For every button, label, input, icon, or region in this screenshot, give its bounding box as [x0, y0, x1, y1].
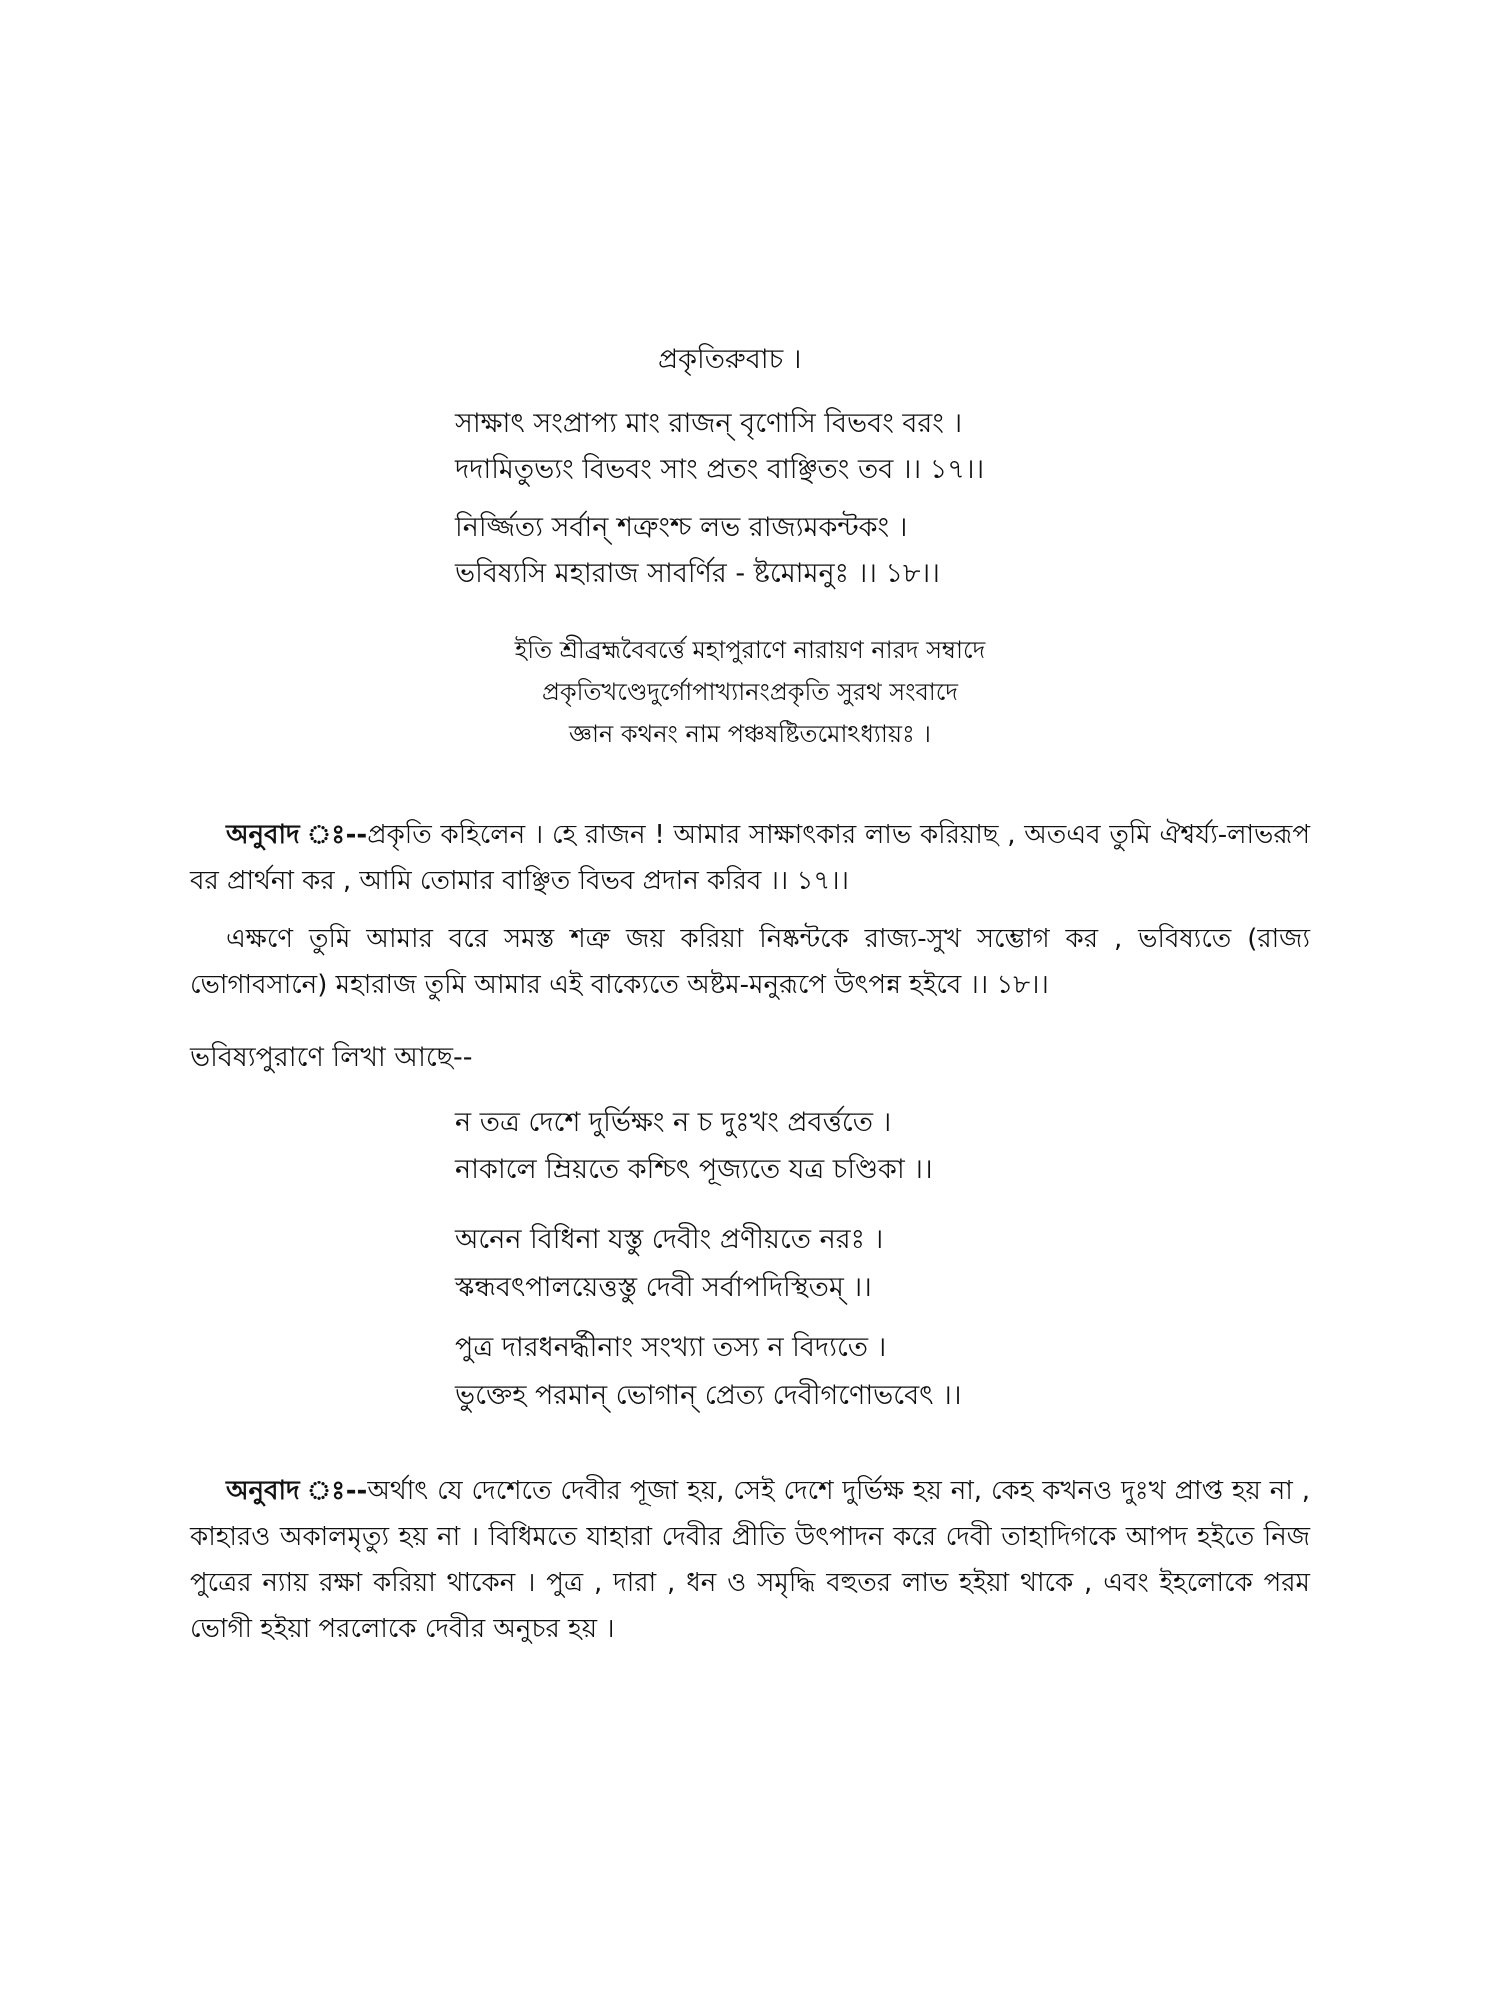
source-line: ভবিষ্যপুরাণে লিখা আছে-- [190, 1042, 473, 1073]
verse-2-line-5: পুত্র দারধনর্দ্ধীনাং সংখ্যা তস্য ন বিদ্যতে । [455, 1332, 887, 1363]
translation-paragraph-3 [190, 1468, 1310, 1652]
translation-text: অর্থাৎ যে দেশেতে দেবীর পূজা হয়, সেই দেশে দুর্ভিক্ষ হয় না, কেহ কখনও দুঃখ প্রাপ্ত হয় না , কাহারও অকালমৃত্যু হয় না । বিধিমতে যাহারা দেবীর প্রীতি উৎপাদন করে দেবী তাহাদিগকে আপদ হইতে নিজ পুত্রের ন্যায় রক্ষা করিয়া থাকেন । পুত্র , দারা , ধন ও সমৃদ্ধি বহুতর লাভ হইয়া থাকে , এবং ইহলোকে পরম ভোগী হইয়া পরলোকে দেবীর অনুচর হয় । [190, 1476, 1310, 1644]
colophon-line-2: প্রকৃতিখণ্ডেদুর্গোপাখ্যানংপ্রকৃতি সুরথ সংবাদে [541, 678, 959, 706]
translation-paragraph-1 [190, 812, 1310, 904]
verse-18-line-2: ভবিষ্যসি মহারাজ সাবর্ণির - ষ্টমোমনুঃ ।। ১৮।। [455, 558, 940, 589]
verse-2-line-3: অনেন বিধিনা যস্তু দেবীং প্রণীয়তে নরঃ । [455, 1224, 884, 1255]
verse-2-line-1: ন তত্র দেশে দুর্ভিক্ষং ন চ দুঃখং প্রবর্ত্ততে । [455, 1107, 892, 1138]
verse-17-line-1: সাক্ষাৎ সংপ্রাপ্য মাং রাজন্ বৃণোসি বিভবং বরং । [455, 408, 963, 439]
verse-2-line-2: নাকালে ম্রিয়তে কশ্চিৎ পূজ্যতে যত্র চণ্ডিকা ।। [455, 1154, 933, 1185]
verse-2-line-4: স্কন্ধবৎপালয়েত্তস্তু দেবী সর্বাপদিস্থিতম্ ।। [455, 1272, 872, 1303]
translation-label: অনুবাদ ঃ-- [226, 820, 368, 850]
verse-18-line-1: নির্জ্জিত্য সর্বান্ শত্রুংশ্চ লভ রাজ্যমকন্টকং । [455, 512, 908, 543]
colophon-line-1: ইতি শ্রীব্রহ্মবৈবর্ত্তে মহাপুরাণে নারায়ণ নারদ সম্বাদে [514, 636, 986, 664]
colophon-line-3: জ্ঞান কথনং নাম পঞ্চষষ্টিতমোঽধ্যায়ঃ । [569, 720, 931, 748]
translation-paragraph-2: এক্ষণে তুমি আমার বরে সমস্ত শত্রু জয় করিয়া নিষ্কন্টকে রাজ্য-সুখ সম্ভোগ কর , ভবিষ্যতে (রাজ্য ভোগাবসানে) মহারাজ তুমি আমার এই বাক্যেতে অষ্টম-মনুরূপে উৎপন্ন হইবে ।। ১৮।। [190, 924, 1310, 1000]
heading: প্রকৃতিরুবাচ । [658, 344, 802, 375]
verse-17-line-2: দদামিতুভ্যং বিভবং সাং প্রতং বাঞ্ছিতং তব ।। ১৭।। [455, 454, 985, 485]
verse-2-line-6: ভুক্তেহ পরমান্ ভোগান্ প্রেত্য দেবীগণোভবেৎ ।। [455, 1380, 962, 1411]
translation-text: প্রকৃতি কহিলেন । হে রাজন ! আমার সাক্ষাৎকার লাভ করিয়াছ , অতএব তুমি ঐশ্বর্য্য-লাভরূপ বর প্রার্থনা কর , আমি তোমার বাঞ্ছিত বিভব প্রদান করিব ।। ১৭।। [190, 820, 1310, 896]
translation-label: অনুবাদ ঃ-- [226, 1476, 368, 1506]
